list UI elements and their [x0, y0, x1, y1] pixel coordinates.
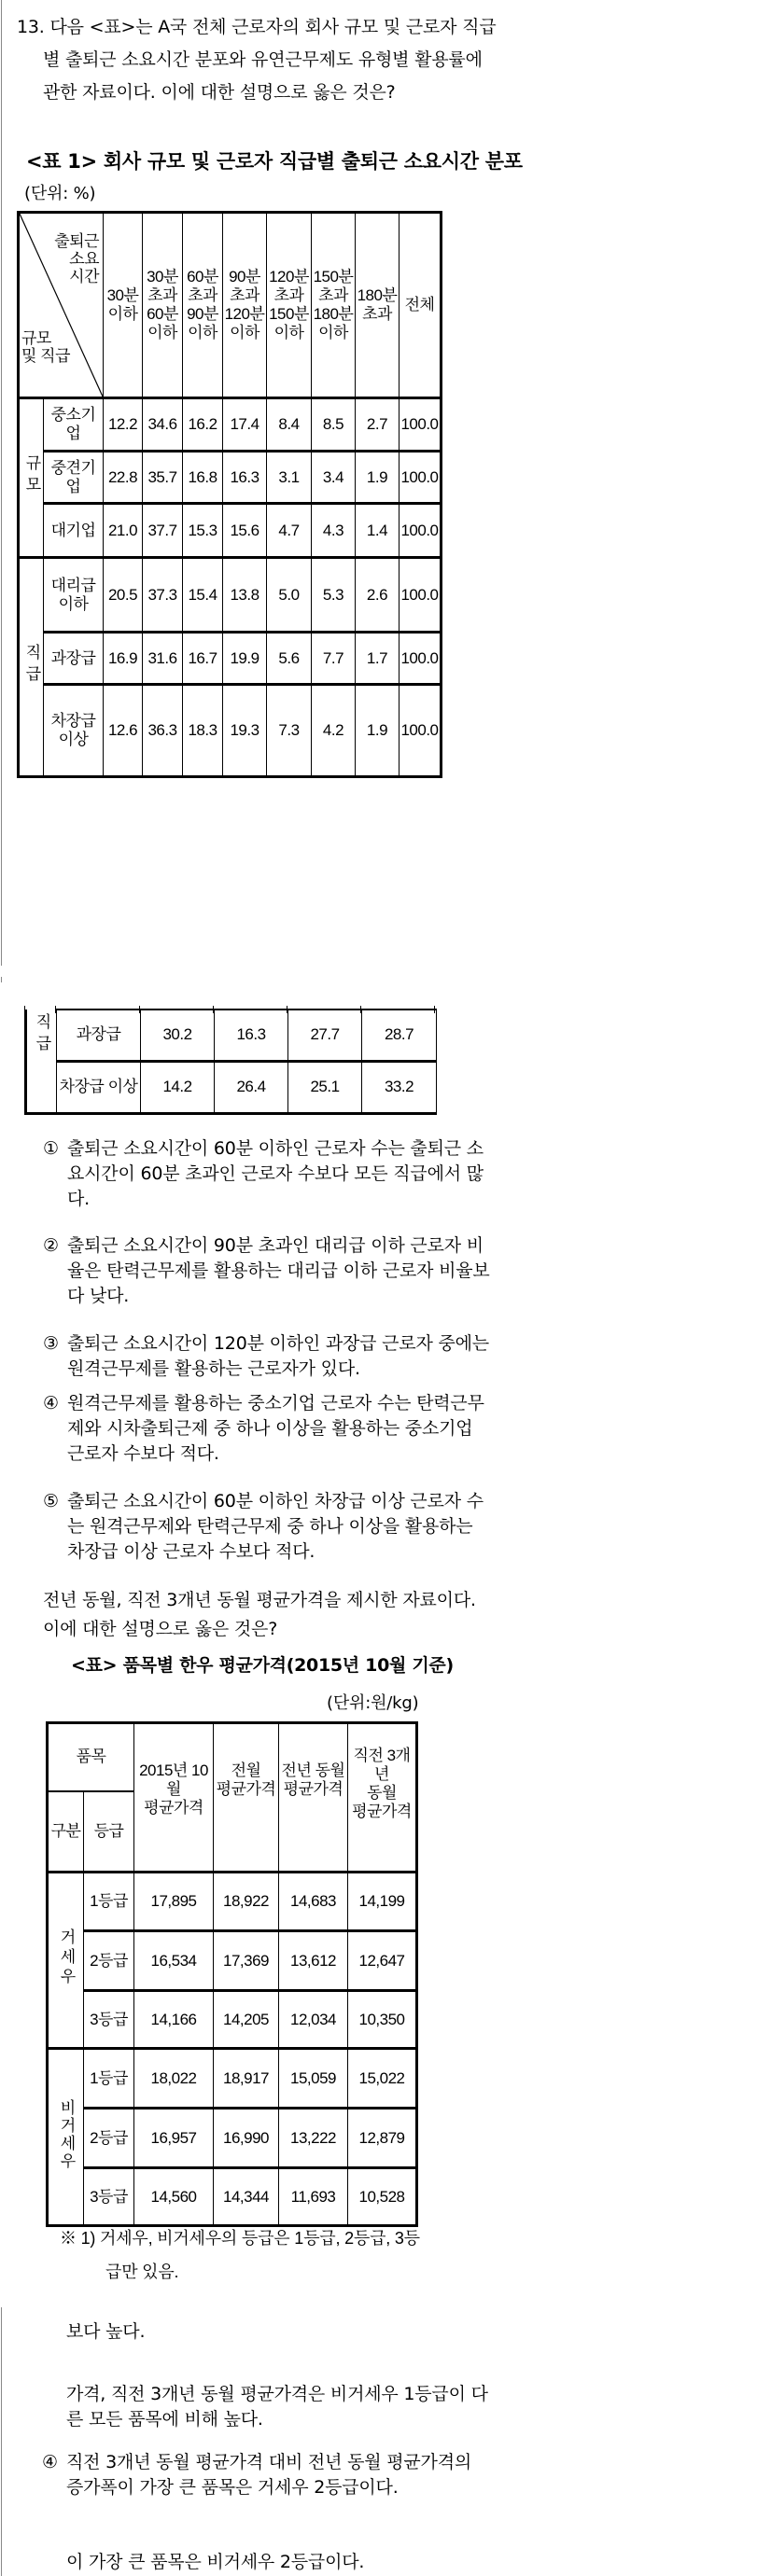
cell: 10,528 — [348, 2168, 417, 2226]
table-row — [48, 1873, 417, 1931]
cell: 100.0 — [400, 558, 442, 633]
option-text: 요시간이 60분 초과인 근로자 수보다 모든 직급에서 많 — [67, 1163, 484, 1184]
option-text: 차장급 이상 근로자 수보다 적다. — [67, 1541, 315, 1562]
option-text: 증가폭이 가장 큰 품목은 거세우 2등급이다. — [66, 2477, 399, 2498]
cell: 14,166 — [134, 1991, 214, 2049]
option-5[interactable] — [43, 1489, 739, 1565]
cell: 19.9 — [223, 633, 267, 685]
col-header: 30분 이하 — [104, 213, 143, 398]
cell: 4.2 — [312, 685, 356, 777]
row-label: 과장급 — [44, 633, 104, 685]
cell: 8.4 — [267, 398, 312, 452]
table1-title: <표 1> 회사 규모 및 근로자 직급별 출퇴근 소요시간 분포 — [26, 150, 523, 173]
cell: 16.2 — [183, 398, 223, 452]
option-number: ⑤ — [43, 1491, 59, 1511]
table1-commute-time — [17, 211, 442, 778]
option-text-fragment: 보다 높다. — [66, 2321, 146, 2342]
cell: 1.7 — [356, 633, 400, 685]
cell: 5.3 — [312, 558, 356, 633]
group-label: 직급 — [19, 558, 44, 777]
group-label: 직급 — [26, 1010, 57, 1113]
option-text-fragment: 이 가장 큰 품목은 비거세우 2등급이다. — [66, 2552, 365, 2572]
option-number: ③ — [43, 1333, 59, 1354]
col-header: 150분 초과 180분 이하 — [312, 213, 356, 398]
cell: 33.2 — [362, 1061, 437, 1113]
cell: 18,917 — [214, 2049, 279, 2109]
group-label: 거세우 — [48, 1873, 84, 2049]
option-text: 근로자 수보다 적다. — [67, 1443, 219, 1464]
cell: 16.8 — [183, 452, 223, 504]
cell: 15,059 — [279, 2049, 348, 2109]
option-text: 출퇴근 소요시간이 90분 초과인 대리급 이하 근로자 비 — [67, 1235, 484, 1256]
cell: 16,990 — [214, 2109, 279, 2168]
table-row — [19, 452, 442, 504]
row-label: 차장급 이상 — [57, 1061, 141, 1113]
table1-unit: (단위: %) — [24, 184, 96, 203]
cell: 4.7 — [267, 504, 312, 558]
cell: 3.4 — [312, 452, 356, 504]
page-margin-line — [1, 977, 2, 982]
cell: 13,612 — [279, 1931, 348, 1991]
table2-hanwoo-price — [46, 1721, 418, 2227]
option-text: 다 낮다. — [67, 1286, 130, 1306]
option-1[interactable] — [43, 1136, 739, 1212]
cell: 25.1 — [288, 1061, 362, 1113]
cell: 16,957 — [134, 2109, 214, 2168]
table2-note: ※ 1) 거세우, 비거세우의 등급은 1등급, 2등급, 3등 — [60, 2229, 420, 2248]
question-line: 이에 대한 설명으로 옳은 것은? — [43, 1619, 278, 1639]
cell: 28.7 — [362, 1010, 437, 1061]
cell: 35.7 — [143, 452, 183, 504]
table-row — [26, 1010, 437, 1061]
table-row — [48, 2168, 417, 2226]
cell: 7.3 — [267, 685, 312, 777]
table1-header-row — [19, 213, 442, 398]
cell: 100.0 — [400, 633, 442, 685]
cell: 17,895 — [134, 1873, 214, 1931]
cell: 1.4 — [356, 504, 400, 558]
cell: 2.6 — [356, 558, 400, 633]
table-row — [19, 398, 442, 452]
header-item: 품목 — [48, 1723, 134, 1791]
option-number: ② — [43, 1235, 59, 1256]
cell: 16,534 — [134, 1931, 214, 1991]
cell: 1.9 — [356, 685, 400, 777]
option-text: 다. — [67, 1189, 90, 1209]
col-header: 180분 초과 — [356, 213, 400, 398]
cell: 14,683 — [279, 1873, 348, 1931]
option-number: ④ — [42, 2452, 58, 2472]
cell: 7.7 — [312, 633, 356, 685]
grade-label: 2등급 — [84, 2109, 134, 2168]
table-row — [48, 2049, 417, 2109]
option-text: 출퇴근 소요시간이 60분 이하인 차장급 이상 근로자 수 — [67, 1491, 484, 1511]
cell: 14,560 — [134, 2168, 214, 2226]
table-row — [19, 685, 442, 777]
cell: 16.7 — [183, 633, 223, 685]
group-label: 비거세우 — [48, 2049, 84, 2226]
cell: 14,205 — [214, 1991, 279, 2049]
table2-unit: (단위:원/kg) — [327, 1693, 419, 1713]
option-text: 출퇴근 소요시간이 60분 이하인 근로자 수는 출퇴근 소 — [67, 1138, 484, 1159]
row-label: 차장급 이상 — [44, 685, 104, 777]
col-header: 60분 초과 90분 이하 — [183, 213, 223, 398]
cell: 13.8 — [223, 558, 267, 633]
option-3[interactable] — [43, 1331, 739, 1382]
row-label: 중견기업 — [44, 452, 104, 504]
grade-label: 3등급 — [84, 1991, 134, 2049]
cell: 100.0 — [400, 685, 442, 777]
col-header: 전체 — [400, 213, 442, 398]
col-header: 120분 초과 150분 이하 — [267, 213, 312, 398]
question-line: 전년 동월, 직전 3개년 동월 평균가격을 제시한 자료이다. — [43, 1590, 476, 1610]
corner-label: 시간 — [69, 268, 99, 285]
cell: 12,879 — [348, 2109, 417, 2168]
question-line: 별 출퇴근 소요시간 분포와 유연근무제도 유형별 활용률에 — [43, 49, 483, 70]
cell: 12.6 — [104, 685, 143, 777]
cell: 19.3 — [223, 685, 267, 777]
grade-label: 2등급 — [84, 1931, 134, 1991]
table2-note: 급만 있음. — [105, 2263, 179, 2281]
header-grade: 등급 — [84, 1791, 134, 1873]
table1-corner-cell — [19, 213, 104, 398]
col-header: 2015년 10월 평균가격 — [134, 1723, 214, 1873]
table-row — [26, 1061, 437, 1113]
page-margin-line — [1, 0, 2, 966]
cell: 16.3 — [223, 452, 267, 504]
question-line: 관한 자료이다. 이에 대한 설명으로 옳은 것은? — [43, 82, 396, 103]
option-number: ① — [43, 1138, 59, 1159]
cell: 11,693 — [279, 2168, 348, 2226]
option-text: 원격근무제를 활용하는 중소기업 근로자 수는 탄력근무 — [67, 1393, 484, 1413]
row-label: 대리급 이하 — [44, 558, 104, 633]
cell: 100.0 — [400, 504, 442, 558]
cell: 37.7 — [143, 504, 183, 558]
page-margin-line — [1, 2307, 2, 2576]
cell: 3.1 — [267, 452, 312, 504]
cell: 100.0 — [400, 398, 442, 452]
cell: 16.3 — [215, 1010, 288, 1061]
cell: 22.8 — [104, 452, 143, 504]
table-row — [19, 633, 442, 685]
cell: 13,222 — [279, 2109, 348, 2168]
row-label: 과장급 — [57, 1010, 141, 1061]
cell: 100.0 — [400, 452, 442, 504]
col-header: 전월 평균가격 — [214, 1723, 279, 1873]
option-text: 제와 시차출퇴근제 중 하나 이상을 활용하는 중소기업 — [67, 1418, 473, 1439]
cell: 34.6 — [143, 398, 183, 452]
option-4-table2[interactable] — [42, 2450, 738, 2500]
cell: 17.4 — [223, 398, 267, 452]
row-label: 대기업 — [44, 504, 104, 558]
cell: 27.7 — [288, 1010, 362, 1061]
option-text: 율은 탄력근무제를 활용하는 대리급 이하 근로자 비율보 — [67, 1260, 490, 1281]
cell: 15.3 — [183, 504, 223, 558]
cell: 30.2 — [141, 1010, 215, 1061]
cell: 18.3 — [183, 685, 223, 777]
cell: 15,022 — [348, 2049, 417, 2109]
cell: 15.6 — [223, 504, 267, 558]
cell: 26.4 — [215, 1061, 288, 1113]
option-2[interactable] — [43, 1233, 739, 1309]
cell: 16.9 — [104, 633, 143, 685]
grade-label: 3등급 — [84, 2168, 134, 2226]
cell: 8.5 — [312, 398, 356, 452]
cell: 10,350 — [348, 1991, 417, 2049]
cell: 15.4 — [183, 558, 223, 633]
cell: 18,022 — [134, 2049, 214, 2109]
row-label: 중소기업 — [44, 398, 104, 452]
table2-header-row — [48, 1723, 417, 1791]
header-category: 구분 — [48, 1791, 84, 1873]
option-text: 원격근무제를 활용하는 근로자가 있다. — [67, 1358, 360, 1379]
option-text-fragment: 른 모든 품목에 비해 높다. — [66, 2409, 263, 2430]
cell: 37.3 — [143, 558, 183, 633]
option-text-fragment: 가격, 직전 3개년 동월 평균가격은 비거세우 1등급이 다 — [66, 2384, 488, 2404]
cell: 17,369 — [214, 1931, 279, 1991]
cell: 14.2 — [141, 1061, 215, 1113]
option-text: 출퇴근 소요시간이 120분 이하인 과장급 근로자 중에는 — [67, 1333, 489, 1354]
cell: 14,344 — [214, 2168, 279, 2226]
corner-label: 규모 — [21, 329, 51, 347]
cell: 21.0 — [104, 504, 143, 558]
grade-label: 1등급 — [84, 1873, 134, 1931]
cell: 2.7 — [356, 398, 400, 452]
question-line: 13. 다음 <표>는 A국 전체 근로자의 회사 규모 및 근로자 직급 — [17, 17, 497, 37]
cell: 5.6 — [267, 633, 312, 685]
table-row — [48, 2109, 417, 2168]
table-row — [48, 1931, 417, 1991]
cell: 12.2 — [104, 398, 143, 452]
corner-label: 및 직급 — [21, 347, 70, 365]
option-text: 직전 3개년 동월 평균가격 대비 전년 동월 평균가격의 — [66, 2452, 472, 2472]
cell: 31.6 — [143, 633, 183, 685]
col-header: 직전 3개년 동월 평균가격 — [348, 1723, 417, 1873]
table-row — [19, 504, 442, 558]
col-header: 전년 동월 평균가격 — [279, 1723, 348, 1873]
cell: 12,034 — [279, 1991, 348, 2049]
cell: 36.3 — [143, 685, 183, 777]
corner-label: 출퇴근 — [54, 232, 99, 250]
col-header: 90분 초과 120분 이하 — [223, 213, 267, 398]
cell: 20.5 — [104, 558, 143, 633]
table2-title: <표> 품목별 한우 평균가격(2015년 10월 기준) — [71, 1655, 454, 1676]
cell: 4.3 — [312, 504, 356, 558]
cell: 18,922 — [214, 1873, 279, 1931]
cell: 5.0 — [267, 558, 312, 633]
table-row — [19, 558, 442, 633]
cell: 12,647 — [348, 1931, 417, 1991]
group-label: 규모 — [19, 398, 44, 558]
cell: 1.9 — [356, 452, 400, 504]
corner-label: 소요 — [69, 250, 99, 268]
option-number: ④ — [43, 1393, 59, 1413]
option-text: 는 원격근무제와 탄력근무제 중 하나 이상을 활용하는 — [67, 1516, 473, 1537]
option-4[interactable] — [43, 1391, 739, 1467]
cell: 14,199 — [348, 1873, 417, 1931]
col-header: 30분 초과 60분 이하 — [143, 213, 183, 398]
grade-label: 1등급 — [84, 2049, 134, 2109]
table1-fragment — [24, 1009, 437, 1115]
table-row — [48, 1991, 417, 2049]
